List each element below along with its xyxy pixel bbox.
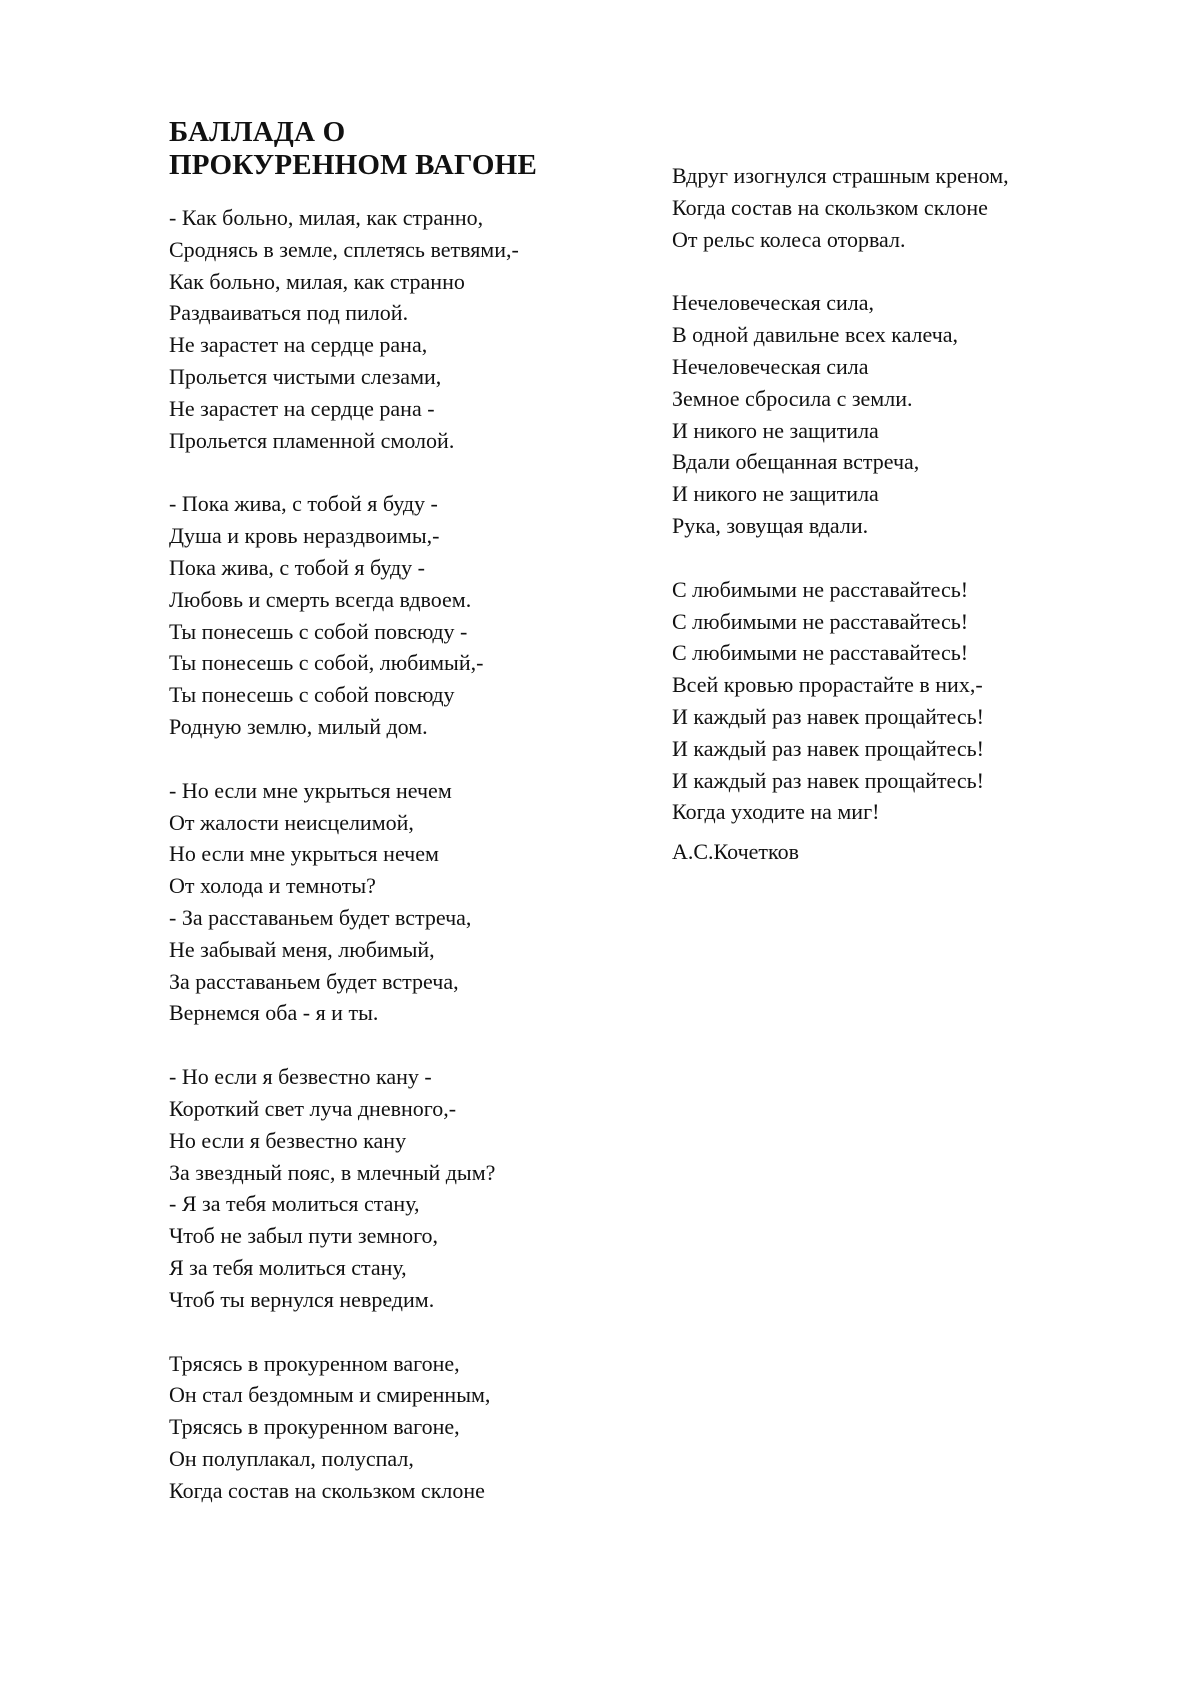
poem-line: Пока жива, с тобой я буду - [169,554,426,580]
poem-line: За звездный пояс, в млечный дым? [169,1159,496,1185]
stanza-gap [672,255,1152,287]
stanza-5 [169,1348,649,1507]
stanza-7 [672,287,1152,541]
stanza-8 [672,574,1152,828]
poem-line: Не зарастет на сердце рана, [169,332,428,358]
poem-line: Вдруг изогнулся страшным креном, [672,163,1009,188]
poem-line: С любимыми не расставайтесь! [672,608,969,634]
poem-line: Вдали обещанная встреча, [672,449,920,475]
poem-line: Но если я безвестно кану [169,1127,407,1153]
poem-line: - Пока жива, с тобой я буду - [169,491,438,517]
stanza-gap [169,1029,649,1061]
poem-line: И никого не защитила [672,481,879,507]
stanza-4 [169,1061,649,1315]
poem-line: Я за тебя молиться стану, [169,1254,407,1280]
poem-line: Вернемся оба - я и ты. [169,1000,379,1026]
poem-line: Рука, зовущая вдали. [672,512,869,538]
poem-line: Чтоб ты вернулся невредим. [169,1286,435,1312]
left-column [169,116,649,1506]
poem-line: Он полуплакал, полуспал, [169,1445,414,1471]
poem-line: С любимыми не расставайтесь! [672,576,969,602]
poem-line: Земное сбросила с земли. [672,385,913,411]
poem-line: Родную землю, милый дом. [169,713,428,739]
poem-line: Нечеловеческая сила, [672,290,875,316]
stanza-gap [169,743,649,775]
poem-line: И каждый раз навек прощайтесь! [672,735,984,761]
poem-line: Ты понесешь с собой, любимый,- [169,650,484,676]
poem-title-line: ПРОКУРЕННОМ ВАГОНЕ [169,149,537,181]
poem-line: Трясясь в прокуренном вагоне, [169,1350,460,1376]
stanza-6 [672,160,1152,255]
stanza-gap [169,456,649,488]
poem-line: Как больно, милая, как странно [169,268,465,294]
poem-line: Любовь и смерть всегда вдвоем. [169,586,472,612]
poem-line: От холода и темноты? [169,873,376,899]
poem-line: Прольется пламенной смолой. [169,427,455,453]
poem-line: - Но если я безвестно кану - [169,1064,432,1090]
poem-line: Но если мне укрыться нечем [169,841,439,867]
poem-line: И каждый раз навек прощайтесь! [672,703,984,729]
poem-line: Всей кровью прорастайте в них,- [672,672,983,698]
stanza-2 [169,488,649,742]
poem-title-line: БАЛЛАДА О [169,116,346,148]
stanza-gap [672,542,1152,574]
poem-title [169,116,649,182]
poem-line: - Я за тебя молиться стану, [169,1191,420,1217]
poem-line: От жалости неисцелимой, [169,809,414,835]
poem-line: Ты понесешь с собой повсюду [169,682,455,708]
poem-line: Душа и кровь нераздвоимы,- [169,523,440,549]
poem-line: - Как больно, милая, как странно, [169,205,484,230]
poem-line: Когда состав на скользком склоне [672,194,988,220]
stanza-3 [169,775,649,1029]
stanza-1 [169,202,649,456]
poem-line: И никого не защитила [672,417,879,443]
poem-line: Не зарастет на сердце рана - [169,395,435,421]
poem-line: - За расставаньем будет встреча, [169,904,472,930]
poem-line: Ты понесешь с собой повсюду - [169,618,468,644]
poem-line: Он стал бездомным и смиренным, [169,1382,491,1408]
poem-line: Не забывай меня, любимый, [169,936,435,962]
stanza-gap [169,1316,649,1348]
poem-line: В одной давильне всех калеча, [672,322,959,348]
poem-line: За расставаньем будет встреча, [169,968,459,994]
poem-line: Когда уходите на миг! [672,799,880,825]
poem-line: Прольется чистыми слезами, [169,363,442,389]
poem-line: Сроднясь в земле, сплетясь ветвями,- [169,236,519,262]
poem-line: И каждый раз навек прощайтесь! [672,767,984,793]
poem-line: Короткий свет луча дневного,- [169,1095,457,1121]
poem-line: - Но если мне укрыться нечем [169,777,452,803]
poem-line: От рельс колеса оторвал. [672,226,906,252]
poem-author: А.С.Кочетков [672,839,799,865]
poem-line: Чтоб не забыл пути земного, [169,1223,439,1249]
poem-line: С любимыми не расставайтесь! [672,640,969,666]
poem-line: Нечеловеческая сила [672,353,869,379]
poem-line: Трясясь в прокуренном вагоне, [169,1414,460,1440]
poem-line: Когда состав на скользком склоне [169,1477,485,1503]
poem-line: Раздваиваться под пилой. [169,300,409,326]
right-column [672,160,1152,868]
